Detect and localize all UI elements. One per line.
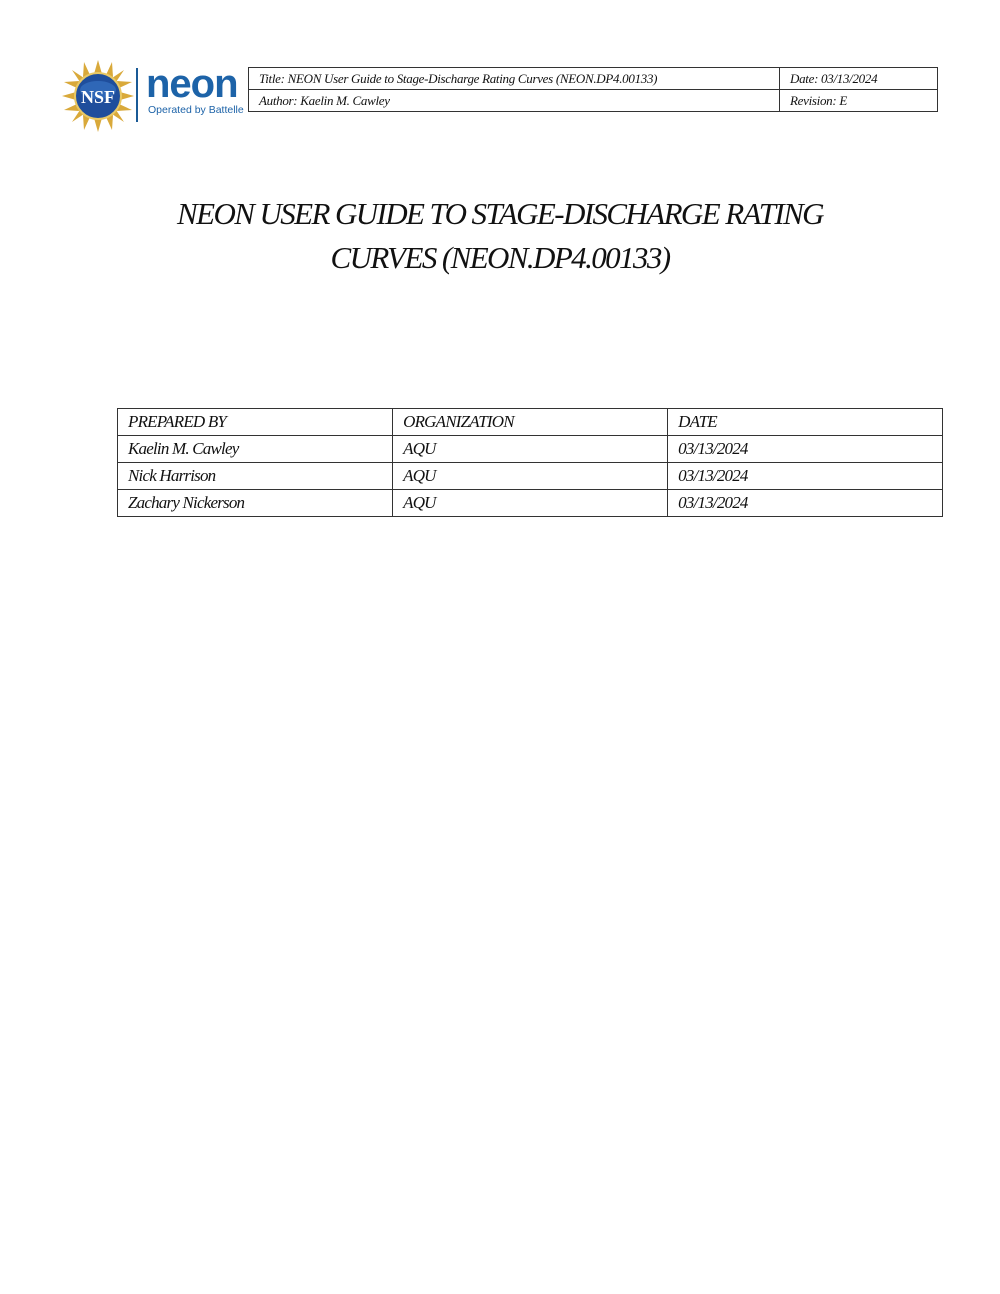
preparer-organization: AQU xyxy=(393,436,668,463)
logo-divider xyxy=(136,68,138,122)
header-row-author xyxy=(249,90,938,112)
preparer-name: Nick Harrison xyxy=(118,463,393,490)
preparer-organization: AQU xyxy=(393,490,668,517)
header-row-title xyxy=(249,68,938,90)
column-header-prepared-by: PREPARED BY xyxy=(118,409,393,436)
document-title xyxy=(100,192,900,280)
table-row xyxy=(118,436,943,463)
document-header-table xyxy=(248,67,938,112)
table-row xyxy=(118,490,943,517)
prepared-table-header-row xyxy=(118,409,943,436)
header-title-cell: Title: NEON User Guide to Stage-Discharge Rating Curves (NEON.DP4.00133) xyxy=(249,68,780,90)
preparer-organization: AQU xyxy=(393,463,668,490)
prepared-by-table xyxy=(117,408,943,517)
preparer-date: 03/13/2024 xyxy=(668,436,943,463)
table-row xyxy=(118,463,943,490)
document-title-line-2: CURVES (NEON.DP4.00133) xyxy=(330,240,670,275)
neon-wordmark: neon xyxy=(146,62,238,106)
column-header-date: DATE xyxy=(668,409,943,436)
nsf-logo-text: NSF xyxy=(80,87,116,107)
nsf-seal-icon xyxy=(62,60,134,132)
neon-tagline: Operated by Battelle xyxy=(148,104,244,116)
column-header-organization: ORGANIZATION xyxy=(393,409,668,436)
preparer-date: 03/13/2024 xyxy=(668,490,943,517)
preparer-name: Kaelin M. Cawley xyxy=(118,436,393,463)
preparer-date: 03/13/2024 xyxy=(668,463,943,490)
header-author-cell: Author: Kaelin M. Cawley xyxy=(249,90,780,112)
header-date-cell: Date: 03/13/2024 xyxy=(780,68,938,90)
header-revision-cell: Revision: E xyxy=(780,90,938,112)
preparer-name: Zachary Nickerson xyxy=(118,490,393,517)
document-title-line-1: NEON USER GUIDE TO STAGE-DISCHARGE RATING xyxy=(177,196,823,231)
